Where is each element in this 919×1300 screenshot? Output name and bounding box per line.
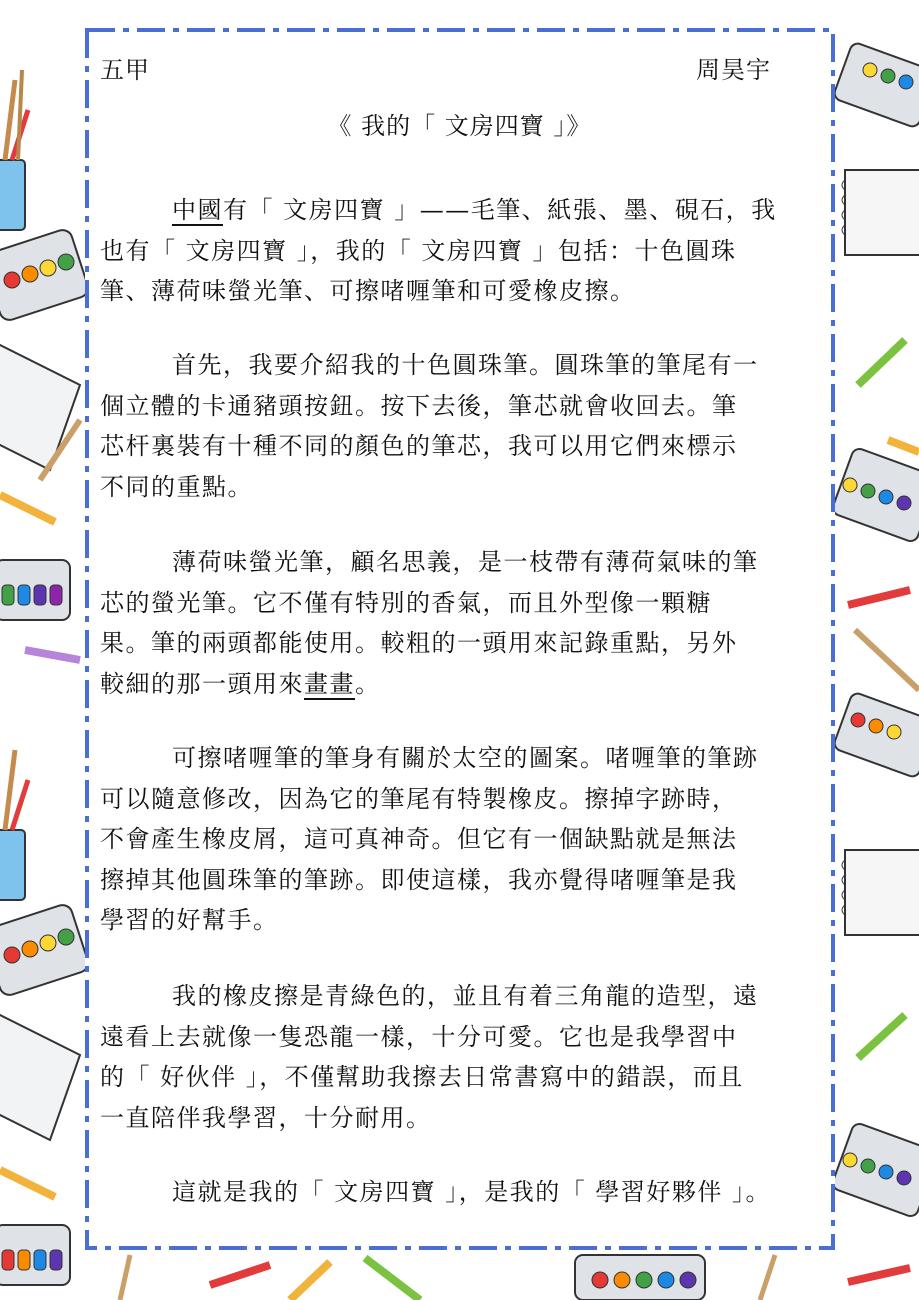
crayon-icon [210, 1265, 270, 1285]
paragraph-line: 薄荷味螢光筆，顧名思義，是一枝帶有薄荷氣味的筆 [172, 548, 759, 576]
paragraph-highlighter [100, 542, 820, 704]
pencil-icon [0, 1170, 55, 1197]
paragraph-line: 不會產生橡皮屑，這可真神奇。但它有一個缺點就是無法 [100, 825, 738, 853]
paintbrush-icon [855, 630, 919, 690]
sketchbook-icon [842, 850, 919, 935]
paragraph-line: 一直陪伴我學習，十分耐用。 [100, 1103, 432, 1132]
paragraph-line: 筆、薄荷味螢光筆、可擦啫喱筆和可愛橡皮擦。 [100, 277, 636, 305]
paragraph-line: 這就是我的「 文房四寶 」，是我的「 學習好夥伴 」。 [172, 1178, 772, 1206]
paragraph-gel-pen [100, 738, 820, 941]
sketchbook-icon [0, 1010, 80, 1140]
paragraph-line: 的「 好伙伴 」，不僅幫助我擦去日常書寫中的錯誤，而且 [100, 1063, 744, 1091]
paragraph-line: 擦掉其他圓珠筆的筆跡。即使這樣，我亦覺得啫喱筆是我 [100, 865, 738, 894]
paint-palette-icon [0, 902, 91, 997]
paragraph-line: 芯杆裏裝有十種不同的顏色的筆芯，我可以用它們來標示 [100, 432, 738, 460]
paint-palette-icon [832, 691, 919, 778]
pencil-icon [365, 1258, 420, 1300]
pencil-icon [290, 1262, 330, 1300]
pencil-icon [888, 440, 919, 452]
paint-palette-icon [0, 1225, 70, 1285]
author-name: 周昊宇 [696, 56, 771, 84]
paragraph-line: 遠看上去就像一隻恐龍一樣，十分可愛。它也是我學習中 [100, 1022, 738, 1051]
paragraph-line: 不同的重點。 [100, 472, 253, 501]
paragraph-line: 首先，我要介紹我的十色圓珠筆。圓珠筆的筆尾有一 [172, 351, 759, 379]
paint-palette-icon [831, 447, 919, 544]
pencil-cup-icon [0, 70, 28, 230]
sketchbook-icon [0, 340, 80, 470]
underlined-word: 中國 [172, 196, 223, 224]
paragraph-line: 也有「 文房四寶 」，我的「 文房四寶 」包括：十色圓珠 [100, 236, 737, 265]
paragraph-line: 個立體的卡通豬頭按鈕。按下去後，筆芯就會收回去。筆 [100, 391, 738, 420]
paragraph-eraser [100, 976, 820, 1138]
class-label: 五甲 [100, 56, 150, 84]
underlined-word: 畫畫 [304, 669, 355, 698]
pencil-icon [0, 495, 55, 522]
paragraph-conclusion [100, 1172, 820, 1213]
paintbrush-icon [120, 1255, 130, 1300]
paragraph-line: 中國有「 文房四寶 」——毛筆、紙張、墨、硯石，我 [172, 196, 777, 224]
crayon-icon [858, 1015, 905, 1058]
crayon-icon [848, 1268, 910, 1282]
crayon-icon [848, 590, 910, 605]
paint-palette-icon [0, 227, 91, 322]
paragraph-line: 可以隨意修改，因為它的筆尾有特製橡皮。擦掉字跡時， [100, 784, 738, 813]
paragraph-line: 我的橡皮擦是青綠色的，並且有着三角龍的造型，遠 [172, 982, 759, 1010]
paint-palette-icon [575, 1255, 705, 1300]
paragraph-intro [100, 190, 820, 312]
paragraph-line: 果。筆的兩頭都能使用。較粗的一頭用來記錄重點，另外 [100, 629, 738, 657]
paragraph-line: 學習的好幫手。 [100, 906, 279, 934]
sketchbook-icon [842, 170, 919, 255]
crayon-icon [25, 650, 80, 660]
essay-title: 《 我的「 文房四寶 」》 [327, 112, 592, 140]
paint-palette-icon [0, 560, 70, 620]
paragraph-line: 可擦啫喱筆的筆身有關於太空的圖案。啫喱筆的筆跡 [172, 744, 759, 772]
pencil-cup-icon [0, 750, 28, 900]
paint-palette-icon [831, 1122, 919, 1219]
paintbrush-icon [760, 1255, 775, 1300]
crayon-icon [858, 340, 905, 385]
paragraph-line: 芯的螢光筆。它不僅有特別的香氣，而且外型像一顆糖 [100, 588, 712, 617]
paragraph-line: 較細的那一頭用來畫畫。 [100, 669, 381, 698]
paragraph-ballpoint-pen [100, 345, 820, 507]
